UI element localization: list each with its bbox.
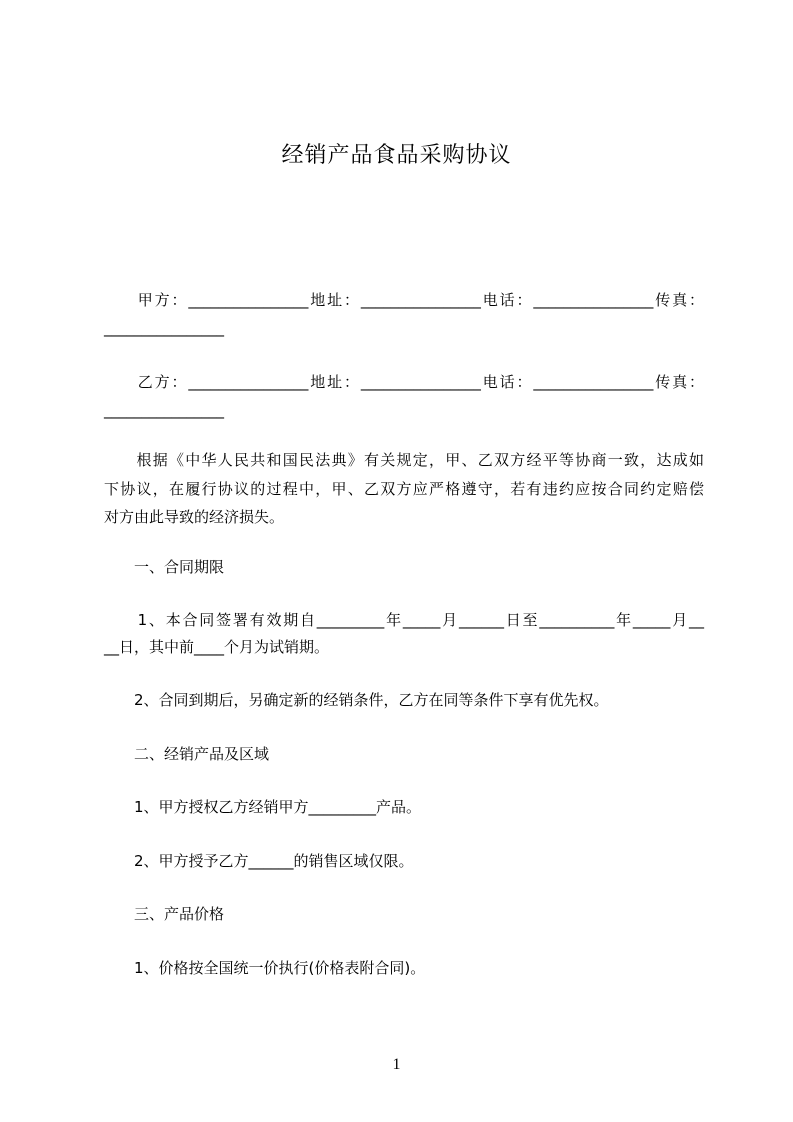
section-3-heading: 三、产品价格: [104, 905, 225, 923]
section-2-item-1: 1、甲方授权乙方经销甲方_________产品。: [104, 798, 422, 816]
section-1-item-2: 2、合同到期后，另确定新的经销条件，乙方在同等条件下享有优先权。: [104, 691, 609, 709]
document-title: 经销产品食品采购协议: [281, 143, 512, 168]
party-a-line-1: 甲方：________________地址：________________电话：________________传真：: [104, 291, 704, 309]
section-1-item-1-line-2: __日，其中前____个月为试销期。: [104, 638, 330, 656]
intro-line-2: 下协议，在履行协议的过程中，甲、乙双方应严格遵守，若有违约应按合同约定赔偿: [104, 480, 704, 498]
section-1-heading: 一、合同期限: [104, 558, 225, 576]
intro-line-1: 根据《中华人民共和国民法典》有关规定，甲、乙双方经平等协商一致，达成如: [104, 451, 704, 469]
section-3-item-1: 1、价格按全国统一价执行(价格表附合同)。: [104, 959, 426, 977]
page-number: 1: [392, 1056, 401, 1073]
intro-line-3: 对方由此导致的经济损失。: [104, 508, 285, 526]
section-1-item-1-line-1: 1、本合同签署有效期自_________年_____月______日至__________年_____月__: [104, 611, 704, 629]
party-a-line-2: ________________: [104, 319, 224, 337]
party-b-line-2: ________________: [104, 401, 224, 419]
party-b-line-1: 乙方：________________地址：________________电话：________________传真：: [104, 373, 704, 391]
section-2-item-2: 2、甲方授予乙方______的销售区域仅限。: [104, 852, 414, 870]
section-2-heading: 二、经销产品及区域: [104, 745, 270, 763]
